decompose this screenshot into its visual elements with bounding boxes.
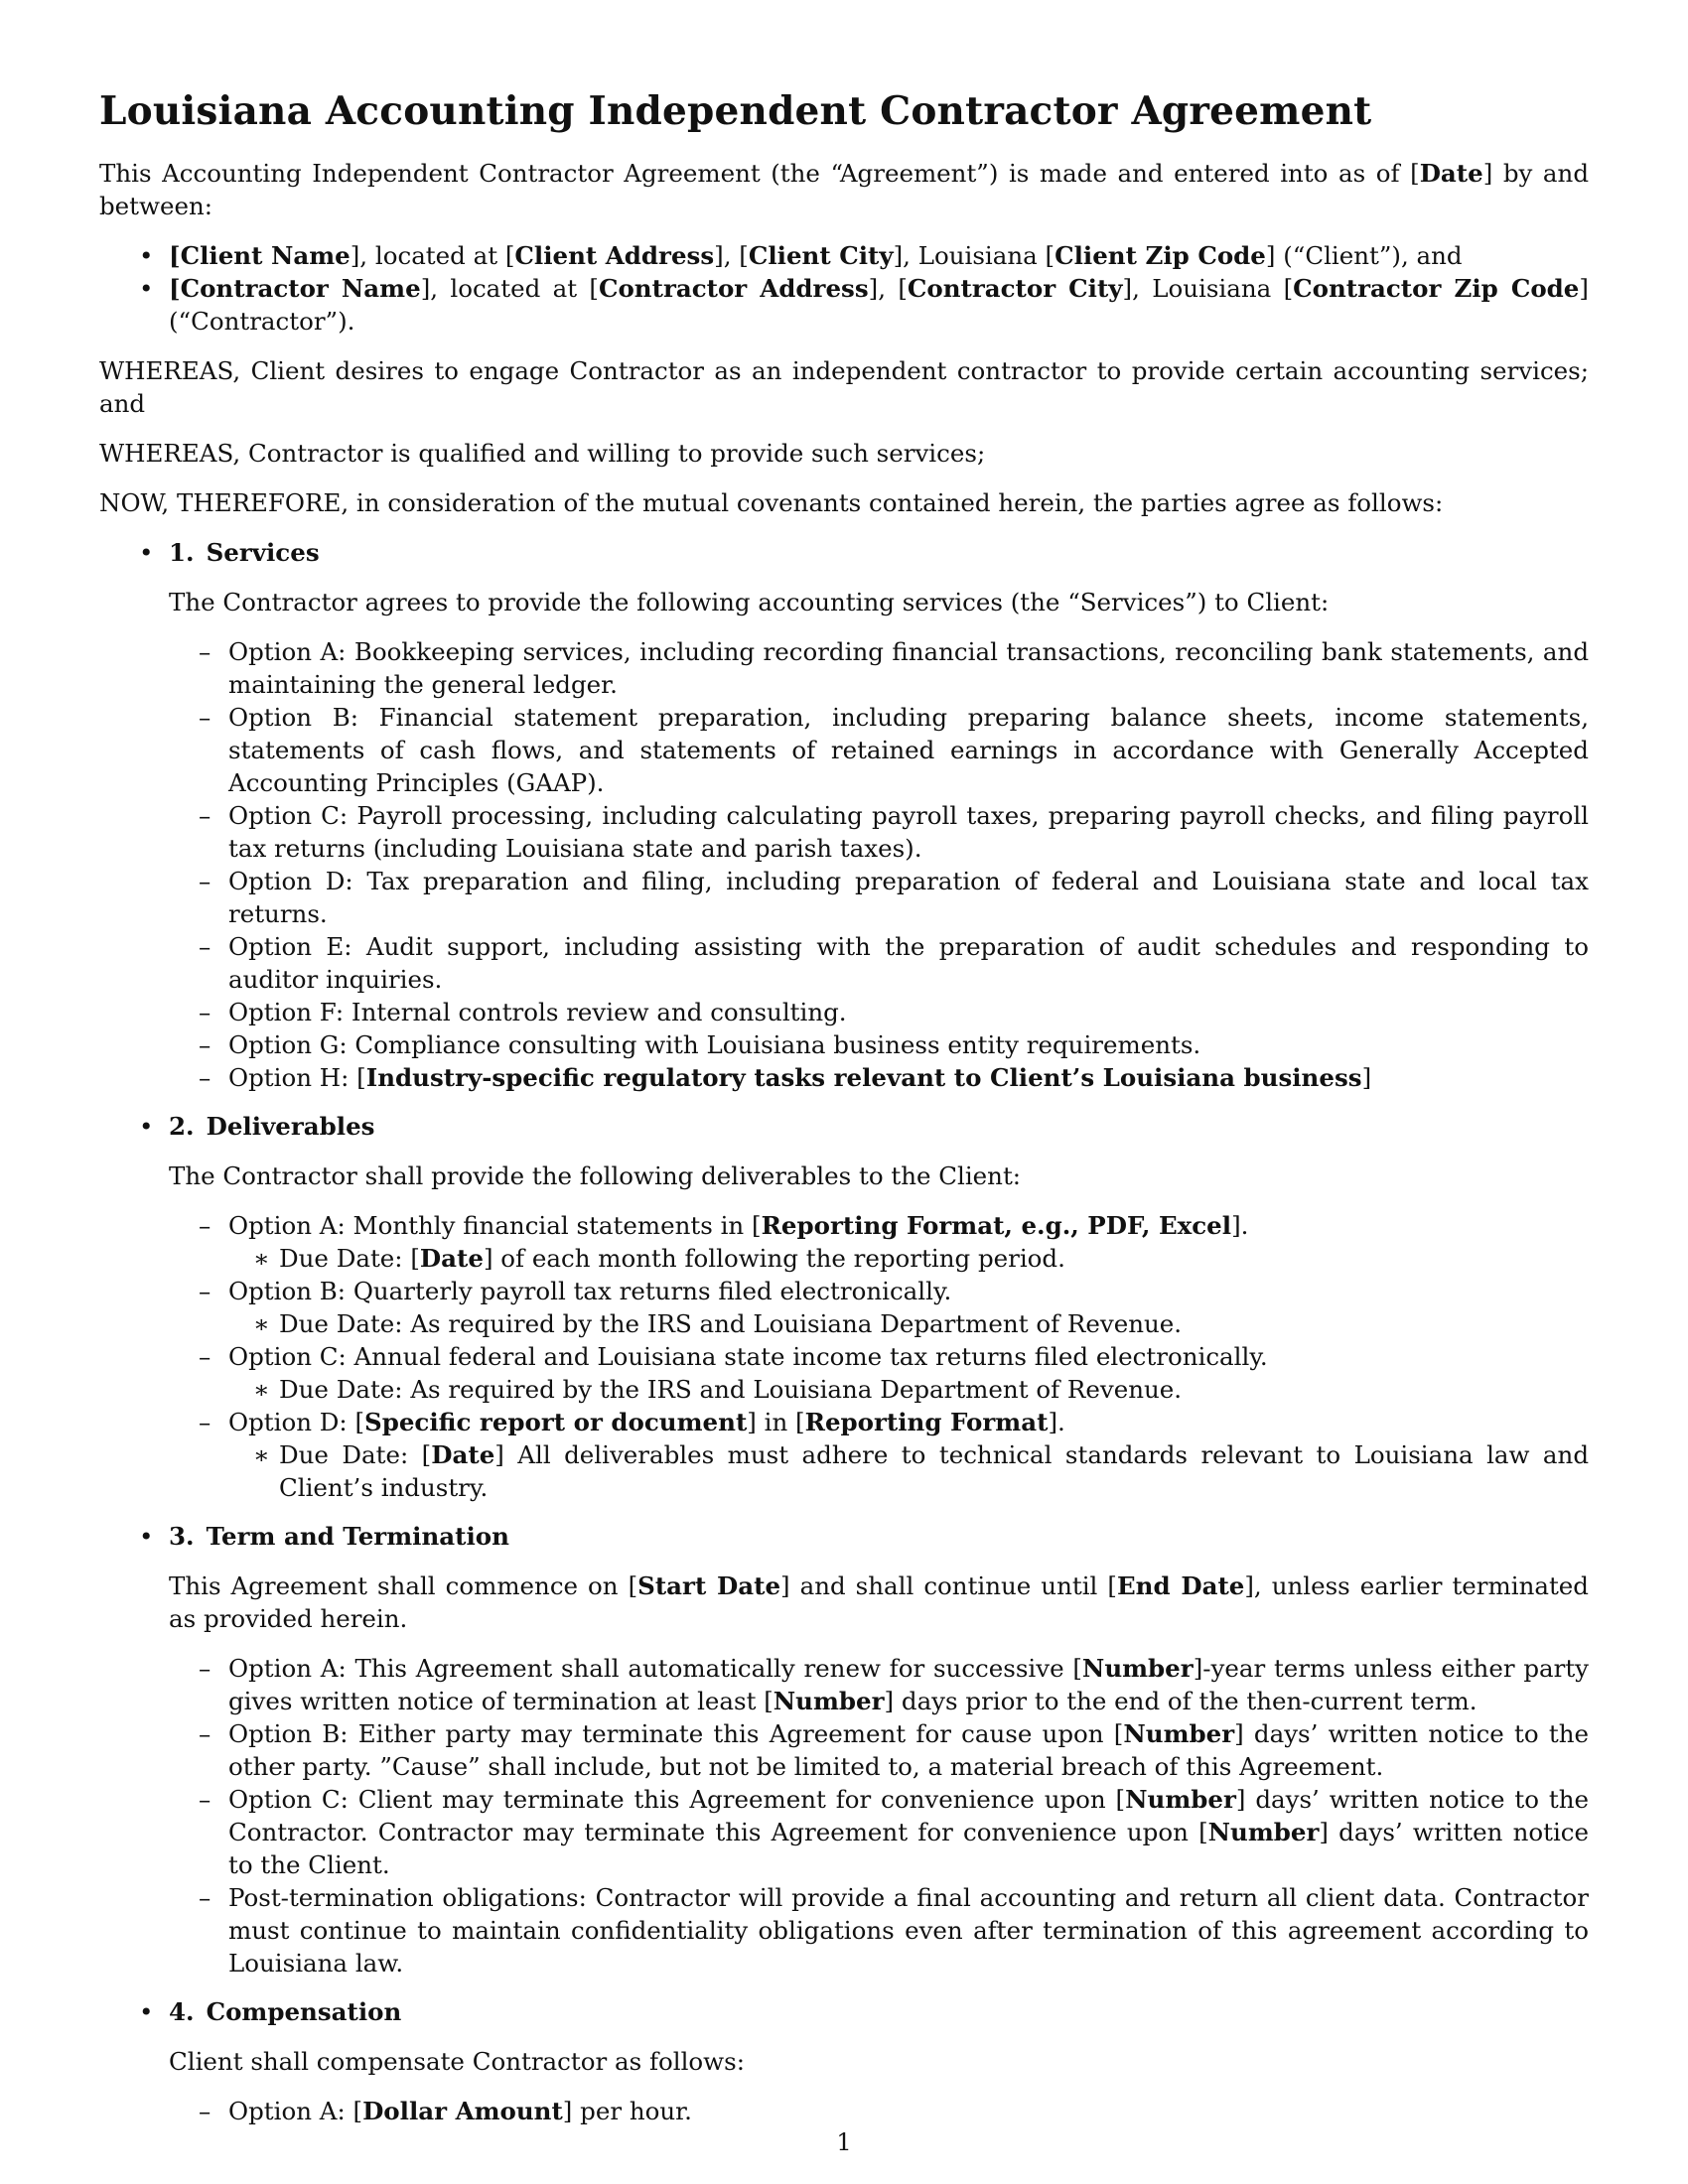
compensation-options [169,2095,1589,2127]
list-item: – Option G: Compliance consulting with Louisiana business entity requirements. [169,1028,1589,1061]
section-deliverables [99,1110,1589,1504]
document-body [99,87,1589,2143]
whereas-clause-2: WHEREAS, Contractor is qualified and willing to provide such services; [99,439,986,468]
list-item: – Option E: Audit support, including assisting with the preparation of audit schedules and responding to auditor inquiries. [169,930,1589,996]
section-heading: • 4. Compensation [169,1997,402,2026]
list-item: – Option A: [Dollar Amount] per hour. [169,2095,1589,2127]
list-item: – Option B: Quarterly payroll tax returns filed electronically. ∗ Due Date: As required by the IRS and Louisiana Department of Revenue. [169,1275,1589,1340]
parties-list [99,239,1589,338]
list-item: – Option A: This Agreement shall automatically renew for successive [Number]-year terms unless either party gives written notice of termination at least [Number] days prior to the end of the then-current term. [169,1652,1589,1717]
section-compensation [99,1995,1589,2127]
due-date-item: ∗ Due Date: [Date] of each month following the reporting period. [228,1242,1589,1275]
list-item: – Option C: Payroll processing, including calculating payroll taxes, preparing payroll checks, and filing payroll tax returns (including Louisiana state and parish taxes). [169,799,1589,865]
services-options [169,635,1589,1094]
due-date-item: ∗ Due Date: [Date] All deliverables must adhere to technical standards relevant to Louisiana law and Client’s industry. [228,1438,1589,1504]
section-services [99,536,1589,1094]
section-intro: The Contractor agrees to provide the following accounting services (the “Services”) to Client: [169,588,1330,616]
list-item: – Option A: Bookkeeping services, including recording financial transactions, reconciling bank statements, and maintaining the general ledger. [169,635,1589,701]
section-heading: • 2. Deliverables [169,1112,375,1141]
page-title: Louisiana Accounting Independent Contractor Agreement [99,88,1372,134]
section-term-termination [99,1520,1589,1979]
intro-paragraph: This Accounting Independent Contractor Agreement (the “Agreement”) is made and entered into as of [Date] by and between: [99,159,1589,220]
list-item: – Option A: Monthly financial statements in [Reporting Format, e.g., PDF, Excel]. ∗ Due Date: [Date] of each month following the reporting period. [169,1209,1589,1275]
due-date-item: ∗ Due Date: As required by the IRS and Louisiana Department of Revenue. [228,1307,1589,1340]
list-item: – Option C: Annual federal and Louisiana state income tax returns filed electronically. ∗ Due Date: As required by the IRS and Louisiana Department of Revenue. [169,1340,1589,1406]
now-therefore-clause: NOW, THEREFORE, in consideration of the mutual covenants contained herein, the parties agree as follows: [99,488,1444,517]
section-heading: • 3. Term and Termination [169,1522,509,1551]
list-item: – Option F: Internal controls review and consulting. [169,996,1589,1028]
list-item: – Option H: [Industry-specific regulatory tasks relevant to Client’s Louisiana business] [169,1061,1589,1094]
list-item: – Post-termination obligations: Contractor will provide a final accounting and return all client data. Contractor must continue to maintain confidentiality obligations even after termination of this agreement according to Louisiana law. [169,1881,1589,1979]
list-item: – Option B: Financial statement preparation, including preparing balance sheets, income statements, statements of cash flows, and statements of retained earnings in accordance with Generally Accepted Accounting Principles (GAAP). [169,701,1589,799]
page-number: 1 [836,2128,852,2156]
due-date-item: ∗ Due Date: As required by the IRS and Louisiana Department of Revenue. [228,1373,1589,1406]
section-heading: • 1. Services [169,538,320,567]
section-intro: This Agreement shall commence on [Start Date] and shall continue until [End Date], unless earlier terminated as provided herein. [169,1571,1589,1633]
list-item: – Option D: [Specific report or document] in [Reporting Format]. ∗ Due Date: [Date] All deliverables must adhere to technical standards relevant to Louisiana law and Client’s industry. [169,1406,1589,1504]
list-item: – Option D: Tax preparation and filing, including preparation of federal and Louisiana state and local tax returns. [169,865,1589,930]
term-options [169,1652,1589,1979]
section-intro: The Contractor shall provide the following deliverables to the Client: [169,1161,1022,1190]
list-item: – Option B: Either party may terminate this Agreement for cause upon [Number] days’ written notice to the other party. ”Cause” shall include, but not be limited to, a material breach of this Agreement. [169,1717,1589,1783]
list-item: – Option C: Client may terminate this Agreement for convenience upon [Number] days’ written notice to the Contractor. Contractor may terminate this Agreement for convenience upon [Number] days’ written notice to the Client. [169,1783,1589,1881]
contractor-party: • [Contractor Name], located at [Contractor Address], [Contractor City], Louisiana [Contractor Zip Code] (“Contractor”). [99,272,1589,338]
client-party: • [Client Name], located at [Client Address], [Client City], Louisiana [Client Zip Code] (“Client”), and [99,239,1589,272]
whereas-clause-1: WHEREAS, Client desires to engage Contractor as an independent contractor to provide certain accounting services; and [99,356,1589,418]
section-intro: Client shall compensate Contractor as follows: [169,2047,745,2076]
deliverables-options [169,1209,1589,1504]
